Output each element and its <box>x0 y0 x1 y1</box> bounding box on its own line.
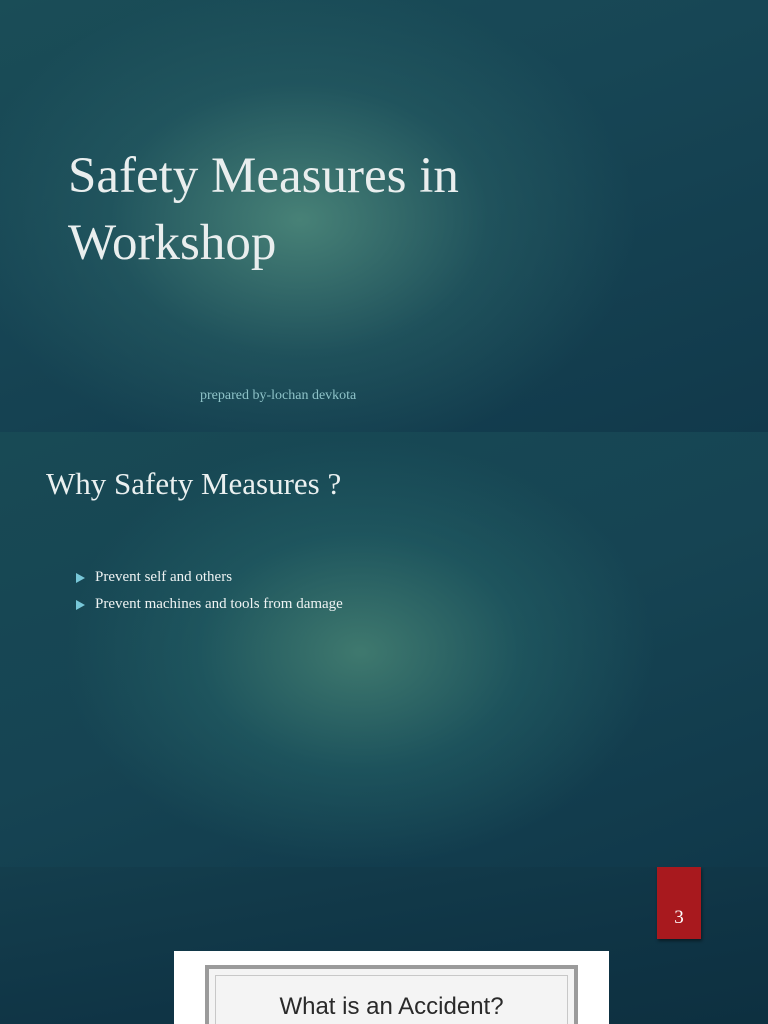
why-safety-slide <box>0 432 768 867</box>
triangle-bullet-icon <box>76 600 85 610</box>
list-item <box>76 591 343 618</box>
slide-heading: Why Safety Measures ? <box>46 466 342 501</box>
page-number-badge: 3 <box>657 867 701 939</box>
triangle-bullet-icon <box>76 573 85 583</box>
card-heading: What is an Accident? <box>279 993 504 1020</box>
heading-frame <box>205 965 578 1024</box>
list-item-text: Prevent machines and tools from damage <box>95 596 343 612</box>
slide-title: Safety Measures in Workshop <box>68 148 459 271</box>
title-slide <box>0 0 768 432</box>
list-item-text: Prevent self and others <box>95 569 233 585</box>
bullet-list <box>76 564 343 618</box>
list-item <box>76 564 343 591</box>
accident-slide <box>0 867 768 1024</box>
content-card <box>174 951 609 1024</box>
slide-subtitle: prepared by-lochan devkota <box>200 388 357 403</box>
